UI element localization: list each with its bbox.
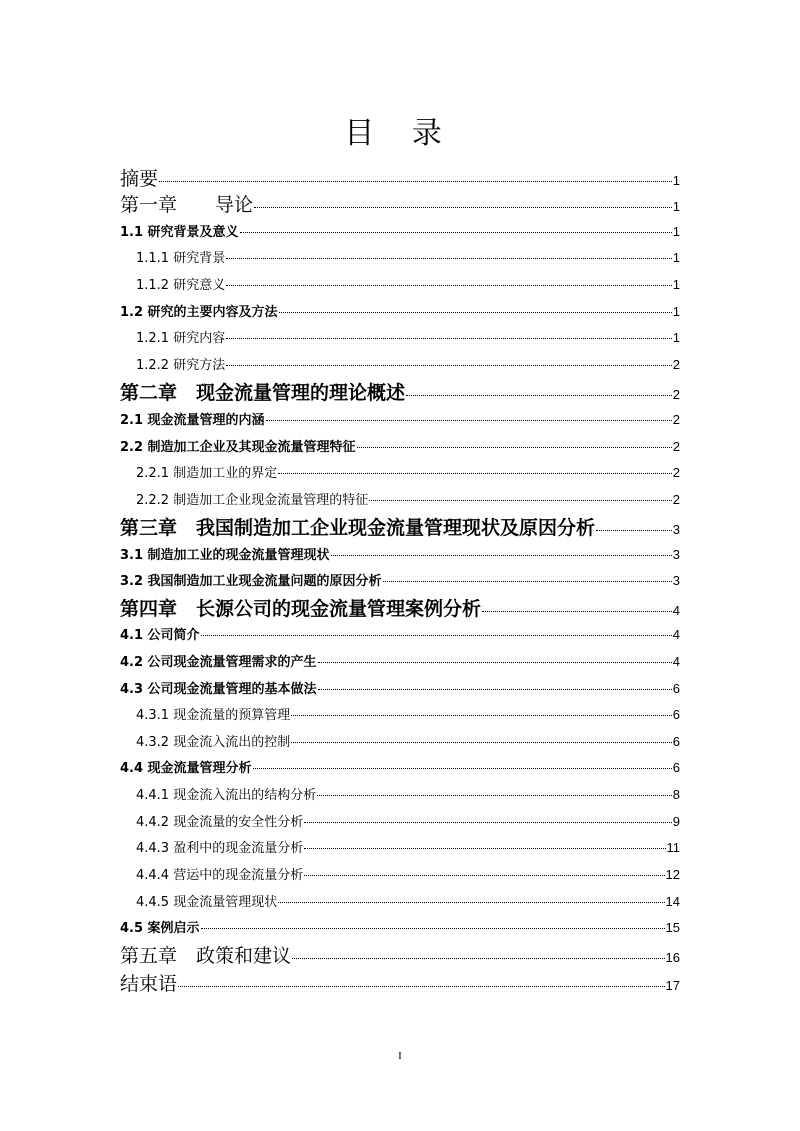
- toc-entry[interactable]: [120, 378, 680, 405]
- toc-entry-page: 9: [672, 814, 680, 829]
- toc-leader: [304, 822, 672, 823]
- toc-entry[interactable]: [136, 837, 680, 856]
- toc-leader: [279, 312, 672, 313]
- page-number: I: [398, 1050, 402, 1062]
- toc-entry-label: 1.1.2 研究意义: [136, 278, 226, 293]
- toc-leader: [596, 530, 672, 531]
- toc-leader: [318, 662, 672, 663]
- toc-entry-page: 14: [665, 894, 680, 909]
- toc-entry-page: 3: [672, 522, 680, 537]
- toc-entry-label: 第三章 我国制造加工企业现金流量管理现状及原因分析: [120, 517, 596, 539]
- toc-leader: [291, 715, 672, 716]
- toc-entry[interactable]: [136, 811, 680, 830]
- toc-leader: [226, 338, 672, 339]
- toc-leader: [253, 768, 672, 769]
- toc-leader: [482, 611, 672, 612]
- toc-entry-label: 4.4.4 营运中的现金流量分析: [136, 868, 304, 883]
- toc-entry-label: 4.5 案例启示: [120, 921, 200, 936]
- toc-entry-label: 4.4 现金流量管理分析: [120, 761, 252, 776]
- toc-entry[interactable]: [136, 247, 680, 266]
- toc-leader: [357, 447, 672, 448]
- toc-entry[interactable]: [136, 489, 680, 508]
- toc-entry-label: 4.2 公司现金流量管理需求的产生: [120, 655, 317, 670]
- toc-leader: [226, 285, 672, 286]
- toc-leader: [291, 742, 672, 743]
- toc-leader: [278, 473, 672, 474]
- toc-entry-page: 4: [672, 603, 680, 618]
- toc-entry[interactable]: [136, 784, 680, 803]
- toc-entry[interactable]: [120, 969, 680, 996]
- toc-entry[interactable]: [120, 757, 680, 776]
- toc-entry-page: 2: [672, 357, 680, 372]
- toc-entry-page: 6: [672, 707, 680, 722]
- toc-leader: [266, 420, 672, 421]
- toc-entry-label: 4.4.3 盈利中的现金流量分析: [136, 841, 304, 856]
- toc-entry-page: 2: [672, 492, 680, 507]
- toc-entry-label: 2.2.2 制造加工企业现金流量管理的特征: [136, 493, 369, 508]
- toc-entry-page: 1: [672, 173, 680, 188]
- toc-entry[interactable]: [120, 164, 680, 191]
- toc-entry-label: 4.3.2 现金流入流出的控制: [136, 735, 291, 750]
- toc-leader: [159, 181, 672, 182]
- toc-entry-label: 4.3 公司现金流量管理的基本做法: [120, 682, 317, 697]
- toc-entry-page: 16: [665, 950, 680, 965]
- toc-entry[interactable]: [136, 354, 680, 373]
- toc-entry[interactable]: [120, 570, 680, 589]
- toc-entry-page: 1: [672, 250, 680, 265]
- toc-leader: [369, 500, 672, 501]
- toc-leader: [201, 635, 672, 636]
- toc-entry-label: 1.2.2 研究方法: [136, 358, 226, 373]
- toc-entry-label: 摘要: [120, 168, 159, 190]
- toc-entry[interactable]: [136, 864, 680, 883]
- toc-entry[interactable]: [120, 544, 680, 563]
- toc-entry-label: 2.2 制造加工企业及其现金流量管理特征: [120, 440, 356, 455]
- toc-entry[interactable]: [120, 678, 680, 697]
- toc-entry-page: 2: [672, 465, 680, 480]
- toc-entry-label: 结束语: [120, 973, 178, 995]
- toc-entry-label: 4.4.5 现金流量管理现状: [136, 895, 278, 910]
- toc-leader: [383, 581, 672, 582]
- toc-leader: [304, 848, 665, 849]
- toc-entry-page: 12: [665, 867, 680, 882]
- toc-entry-label: 3.2 我国制造加工业现金流量问题的原因分析: [120, 574, 382, 589]
- toc-entry-page: 17: [665, 978, 680, 993]
- toc-leader: [292, 958, 665, 959]
- toc-entry-label: 3.1 制造加工业的现金流量管理现状: [120, 548, 330, 563]
- toc-entry-label: 第一章 导论: [120, 194, 254, 216]
- toc-entry-label: 1.2.1 研究内容: [136, 331, 226, 346]
- toc-entry-page: 4: [672, 627, 680, 642]
- toc-entry[interactable]: [120, 436, 680, 455]
- toc-leader: [178, 986, 665, 987]
- toc-entry[interactable]: [120, 513, 680, 540]
- toc-entry-page: 6: [672, 760, 680, 775]
- toc-entry-page: 3: [672, 547, 680, 562]
- toc-entry[interactable]: [136, 327, 680, 346]
- toc-entry[interactable]: [120, 221, 680, 240]
- toc-entry-label: 2.2.1 制造加工业的界定: [136, 466, 278, 481]
- toc-entry-page: 2: [672, 439, 680, 454]
- toc-entry-label: 1.1 研究背景及意义: [120, 225, 239, 240]
- page-title: 目 录: [344, 116, 456, 151]
- toc-entry-label: 4.3.1 现金流量的预算管理: [136, 708, 291, 723]
- toc-entry-page: 2: [672, 412, 680, 427]
- toc-leader: [240, 232, 672, 233]
- toc-entry-label: 第二章 现金流量管理的理论概述: [120, 382, 406, 404]
- toc-leader: [318, 689, 672, 690]
- toc-entry-label: 4.4.2 现金流量的安全性分析: [136, 815, 304, 830]
- toc-entry-page: 2: [672, 387, 680, 402]
- toc-leader: [304, 875, 664, 876]
- toc-entry[interactable]: [120, 594, 680, 621]
- toc-entry-page: 11: [666, 840, 680, 855]
- toc-entry[interactable]: [120, 301, 680, 320]
- toc-entry[interactable]: [136, 462, 680, 481]
- toc-entry[interactable]: [120, 941, 680, 968]
- toc-leader: [278, 902, 664, 903]
- toc-entry[interactable]: [120, 190, 680, 217]
- toc-entry[interactable]: [120, 651, 680, 670]
- toc-leader: [331, 555, 672, 556]
- toc-entry-label: 4.1 公司简介: [120, 628, 200, 643]
- toc-entry-label: 2.1 现金流量管理的内涵: [120, 413, 265, 428]
- toc-entry-page: 6: [672, 734, 680, 749]
- toc-entry-page: 1: [672, 199, 680, 214]
- toc-entry-page: 3: [672, 573, 680, 588]
- toc-entry[interactable]: [136, 891, 680, 910]
- toc-entry[interactable]: [120, 409, 680, 428]
- toc-entry[interactable]: [120, 624, 680, 643]
- toc-entry-label: 4.4.1 现金流入流出的结构分析: [136, 788, 317, 803]
- toc-entry-page: 6: [672, 681, 680, 696]
- toc-entry-label: 1.2 研究的主要内容及方法: [120, 305, 278, 320]
- toc-leader: [406, 395, 672, 396]
- toc-leader: [226, 258, 672, 259]
- toc-entry[interactable]: [136, 704, 680, 723]
- toc-entry-page: 1: [672, 224, 680, 239]
- toc-entry[interactable]: [120, 917, 680, 936]
- toc-entry-page: 1: [672, 330, 680, 345]
- toc-leader: [201, 928, 665, 929]
- toc-entry[interactable]: [136, 731, 680, 750]
- toc-leader: [254, 207, 672, 208]
- toc-leader: [226, 365, 672, 366]
- toc-entry-page: 1: [672, 277, 680, 292]
- toc-leader: [317, 795, 672, 796]
- toc-entry-label: 第五章 政策和建议: [120, 945, 292, 967]
- toc-entry-page: 1: [672, 304, 680, 319]
- toc-entry-page: 8: [672, 787, 680, 802]
- toc-entry[interactable]: [136, 274, 680, 293]
- toc-entry-label: 第四章 长源公司的现金流量管理案例分析: [120, 598, 482, 620]
- toc-entry-page: 15: [665, 920, 680, 935]
- toc-entry-page: 4: [672, 654, 680, 669]
- toc-entry-label: 1.1.1 研究背景: [136, 251, 226, 266]
